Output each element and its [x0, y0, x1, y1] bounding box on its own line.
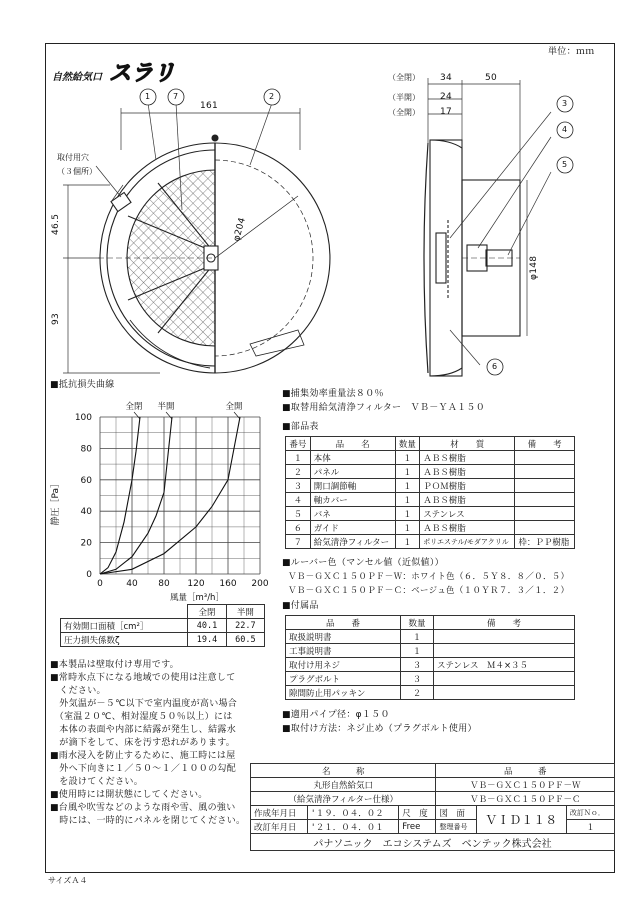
title-number-header: 品 番 [436, 764, 615, 778]
y-tick-label: 100 [74, 413, 92, 423]
table-row [286, 521, 575, 535]
note-line: ■常時氷点下になる地域での使用は注意して [50, 673, 236, 683]
perf-cell: 19.4 [188, 633, 226, 647]
front-panel [212, 135, 330, 373]
parts-cell: １ [395, 493, 420, 507]
diameter-148: φ148 [529, 255, 539, 280]
parts-cell: １ [395, 521, 420, 535]
title-name-line1: 丸形自然給気口 [251, 778, 436, 792]
perf-header-0 [61, 605, 188, 619]
table-row [286, 630, 575, 644]
dim-34: 34 [440, 73, 453, 83]
parts-cell: パネル [310, 465, 395, 479]
y-axis-label: 静圧［Pa］ [51, 478, 61, 526]
company-name: パナソニック エコシステムズ ベンテック株式会社 [251, 834, 615, 851]
parts-cell: １ [395, 465, 420, 479]
label-full-closed: （全閉） [388, 73, 420, 82]
x-tick-label: 0 [97, 579, 103, 589]
series-label-1: 全閉 [125, 402, 143, 412]
parts-cell: 開口調節軸 [310, 479, 395, 493]
acc-cell: プラグボルト [286, 672, 401, 686]
parts-header-material: 材 質 [420, 437, 515, 451]
logo-prefix: 自然給気口 [52, 72, 102, 83]
drawing-label: 図 面 [436, 806, 476, 820]
table-row [286, 507, 575, 521]
parts-cell: バネ [310, 507, 395, 521]
diameter-204: φ204 [232, 216, 248, 243]
parts-title: ■部品表 [282, 422, 319, 432]
parts-cell: ＡＢＳ樹脂 [420, 451, 515, 465]
perf-cell: 40.1 [188, 619, 226, 633]
table-row [286, 686, 575, 700]
front-view [98, 143, 330, 373]
parts-cell: ＡＢＳ樹脂 [420, 465, 515, 479]
label-half-open: （半開） [388, 93, 420, 102]
y-tick-label: 80 [80, 444, 92, 455]
parts-cell: ポリエステル/モダアクリル [420, 535, 515, 549]
parts-header-name: 品 名 [310, 437, 395, 451]
parts-cell: １ [395, 507, 420, 521]
louver-line-c: ＶＢ－ＧＸＣ１５０ＰＦ－Ｃ：ベージュ色（１０ＹＲ７．３／１．２） [288, 586, 570, 596]
parts-cell [515, 451, 575, 465]
acc-cell: 隙間防止用パッキン [286, 686, 401, 700]
notes-block [50, 660, 245, 827]
note-line: （室温２０℃、相対湿度５０％以上）には [50, 712, 233, 722]
parts-cell: １ [395, 535, 420, 549]
performance-table [60, 604, 265, 647]
parts-cell: １ [395, 479, 420, 493]
logo-brand: スラリ [109, 61, 176, 86]
side-view [424, 140, 520, 376]
table-row [286, 479, 575, 493]
parts-cell [515, 521, 575, 535]
acc-cell: ３ [401, 672, 434, 686]
table-row [286, 465, 575, 479]
parts-cell: 給気清浄フィルター [310, 535, 395, 549]
title-model-w: ＶＢ－ＧＸＣ１５０ＰＦ－Ｗ [436, 778, 615, 792]
parts-cell: ７ [286, 535, 311, 549]
parts-cell: ＰＯＭ樹脂 [420, 479, 515, 493]
parts-cell: ステンレス [420, 507, 515, 521]
table-row [286, 672, 575, 686]
parts-cell: ＡＢＳ樹脂 [420, 521, 515, 535]
parts-header-note: 備 考 [515, 437, 575, 451]
table-row [286, 493, 575, 507]
callout-3: 3 [562, 99, 568, 108]
x-tick-label: 40 [126, 579, 138, 589]
perf-header-closed: 全閉 [188, 605, 226, 619]
parts-cell [515, 493, 575, 507]
note-line: 時には、一時的にパネルを閉じてください。 [50, 816, 246, 826]
dim-46-5: 46.5 [51, 213, 61, 235]
rev-label: 改訂Ｎｏ． [566, 806, 614, 820]
dim-17: 17 [440, 107, 453, 117]
paper-size: サイズＡ４ [48, 876, 88, 885]
louver-line-w: ＶＢ－ＧＸＣ１５０ＰＦ－Ｗ：ホワイト色（６．５Ｙ８．８／０．５） [288, 572, 570, 582]
acc-cell: １ [401, 644, 434, 658]
resistance-curve-chart [50, 395, 280, 605]
y-tick-label: 20 [80, 538, 92, 549]
spec-efficiency: ■捕集効率重量法８０％ [282, 389, 384, 399]
x-axis-label: 風量［m³/h］ [170, 593, 224, 603]
parts-cell [515, 507, 575, 521]
series-label-2: 半開 [157, 402, 175, 412]
louver-title: ■ルーバー色（マンセル値（近似値）） [282, 558, 444, 568]
parts-cell: ３ [286, 479, 311, 493]
acc-cell: 取扱説明書 [286, 630, 401, 644]
dim-93: 93 [51, 312, 61, 325]
parts-cell: ６ [286, 521, 311, 535]
unit-label: 単位：ｍｍ [548, 47, 595, 57]
parts-cell: ガイド [310, 521, 395, 535]
mounting-holes-label: 取付用穴 [57, 153, 89, 162]
callout-4: 4 [562, 125, 568, 134]
parts-cell: ５ [286, 507, 311, 521]
parts-cell: １ [395, 451, 420, 465]
created-date: '１９．０４．０２ [307, 806, 399, 820]
note-line: ■台風や吹雪などのような雨や雪、風の強い [50, 803, 236, 813]
table-row [286, 451, 575, 465]
acc-cell: １ [401, 630, 434, 644]
perf-row-label: 有効開口面積［cm²］ [61, 619, 188, 633]
scale-label: 尺 度 [399, 806, 436, 820]
series-leader-1 [134, 412, 140, 419]
table-row [61, 633, 265, 647]
acc-cell [434, 672, 575, 686]
revised-date: '２１．０４．０１ [307, 820, 399, 834]
install-method: ■取付け方法：ネジ止め（プラグボルト使用） [282, 724, 477, 734]
acc-cell [434, 686, 575, 700]
perf-cell: 60.5 [226, 633, 264, 647]
table-row [286, 644, 575, 658]
callout-5: 5 [562, 160, 568, 169]
parts-cell: １ [286, 451, 311, 465]
y-tick-label: 60 [80, 475, 92, 486]
acc-cell: ２ [401, 686, 434, 700]
parts-cell: 本体 [310, 451, 395, 465]
title-model-c: ＶＢ－ＧＸＣ１５０ＰＦ－Ｃ [436, 792, 615, 806]
install-pipe: ■適用パイプ径：φ１５０ [282, 710, 390, 720]
callout-1: 1 [145, 92, 151, 101]
series-leader-3 [234, 412, 240, 419]
acc-cell: 工事説明書 [286, 644, 401, 658]
y-tick-label: 40 [80, 507, 92, 518]
acc-header-name: 品 番 [286, 616, 401, 630]
table-row [286, 658, 575, 672]
note-line: ください。 [50, 686, 106, 696]
callout-6: 6 [492, 362, 498, 371]
acc-header-note: 備 考 [434, 616, 575, 630]
curve-title: ■抵抗損失曲線 [50, 380, 115, 390]
rev-value: １ [566, 820, 614, 834]
acc-cell [434, 630, 575, 644]
parts-cell: 軸カバー [310, 493, 395, 507]
parts-cell: 枠：ＰＰ樹脂 [515, 535, 575, 549]
revised-label: 改訂年月日 [251, 820, 308, 834]
x-tick-label: 80 [158, 579, 170, 589]
accessories-table [285, 615, 575, 700]
acc-cell [434, 644, 575, 658]
title-name-header: 名 称 [251, 764, 436, 778]
perf-header-half: 半開 [226, 605, 264, 619]
acc-cell: ３ [401, 658, 434, 672]
y-tick-label: 0 [86, 570, 92, 580]
x-tick-label: 160 [219, 579, 237, 589]
parts-header-qty: 数量 [395, 437, 420, 451]
table-row [61, 619, 265, 633]
side-dimensions [428, 78, 551, 365]
title-name-line2: （給気清浄フィルター仕様） [251, 792, 436, 806]
parts-cell: ２ [286, 465, 311, 479]
mounting-holes-count: （３個所） [57, 167, 97, 176]
acc-cell: ステンレス Ｍ４×３５ [434, 658, 575, 672]
scale-value: Free [399, 820, 436, 834]
note-line: ■使用時には開状態にしてください。 [50, 790, 208, 800]
note-line: が滴下をして、床を汚す恐れがあります。 [50, 738, 236, 748]
table-row [286, 535, 575, 549]
parts-cell [515, 465, 575, 479]
spec-filter: ■取替用給気清浄フィルター ＶＢ－ＹＡ１５０ [282, 403, 486, 413]
accessories-title: ■付属品 [282, 601, 319, 611]
note-line: ■雨水浸入を防止するために、施工時には屋 [50, 751, 236, 761]
series-label-3: 全開 [225, 402, 243, 412]
note-line: 外へ下向きに１／５０～１／１００の勾配 [50, 764, 237, 774]
note-line: ■本製品は壁取付け専用です。 [50, 660, 179, 670]
product-drawing [0, 0, 636, 400]
label-full-open: （全開） [388, 108, 420, 117]
title-block [250, 763, 615, 851]
perf-cell: 22.7 [226, 619, 264, 633]
dim-161: 161 [200, 101, 219, 111]
series-leader-2 [166, 412, 172, 419]
drawing-label2: 整理番号 [436, 820, 476, 834]
note-line: 本体の表面や内部に結露が発生し、結露水 [50, 725, 237, 735]
parts-header-no: 番号 [286, 437, 311, 451]
callout-2: 2 [269, 92, 275, 101]
acc-cell: 取付け用ネジ [286, 658, 401, 672]
acc-header-qty: 数量 [401, 616, 434, 630]
parts-cell [515, 479, 575, 493]
drawing-number: ＶＩＤ１１８ [476, 806, 566, 834]
note-line: を設けてください。 [50, 777, 144, 787]
note-line: 外気温が－５℃以下で室内温度が高い場合 [50, 699, 238, 709]
dim-24: 24 [440, 92, 453, 102]
created-label: 作成年月日 [251, 806, 308, 820]
x-tick-label: 120 [187, 579, 205, 589]
parts-cell: ＡＢＳ樹脂 [420, 493, 515, 507]
parts-cell: ４ [286, 493, 311, 507]
perf-row-label: 圧力損失係数ζ [61, 633, 188, 647]
dim-50: 50 [485, 73, 498, 83]
x-tick-label: 200 [251, 579, 269, 589]
parts-table [285, 436, 575, 549]
callout-7: 7 [173, 92, 179, 101]
